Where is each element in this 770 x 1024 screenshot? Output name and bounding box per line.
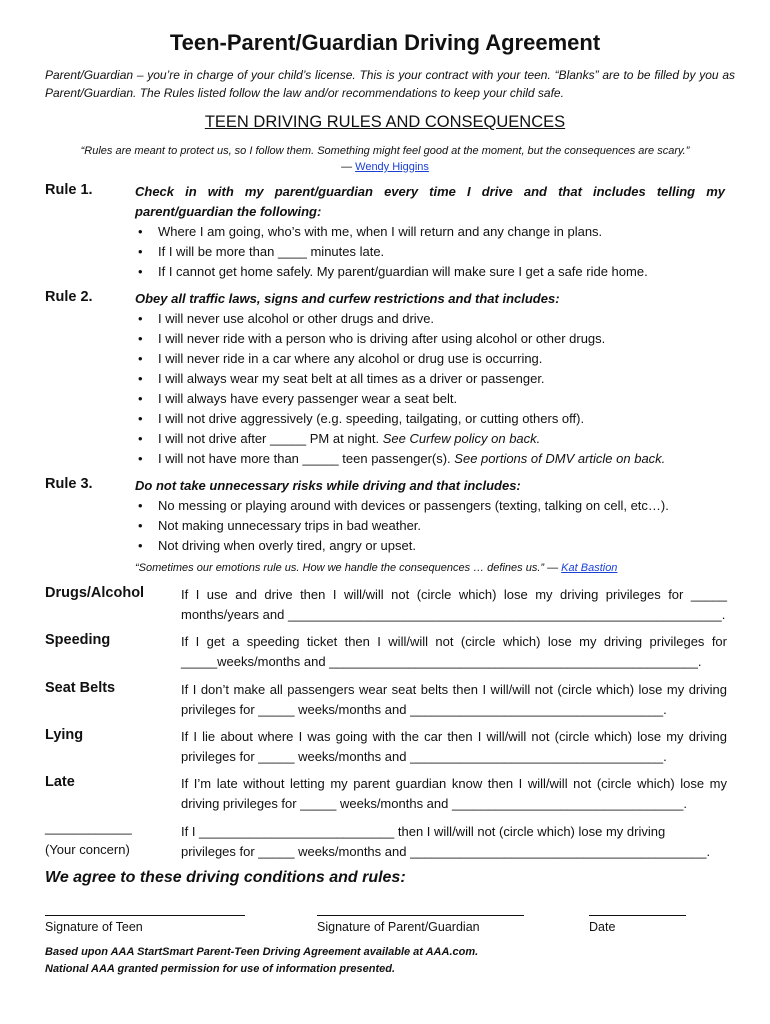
page-title: Teen-Parent/Guardian Driving Agreement (169, 30, 601, 55)
consequence-text: If I get a speeding ticket then I will/will not (circle which) lose my driving privileges for _____weeks/months and ___________________________________________________. (181, 634, 727, 669)
list-item: • If I will be more than ____ minutes late. (135, 242, 725, 262)
list-item: • I will never ride with a person who is driving after using alcohol or other drugs. (135, 329, 725, 349)
quote-higgins (60, 143, 710, 175)
rule-label: Rule 3. (45, 476, 93, 492)
rule-body (135, 476, 725, 556)
quote-text: “Rules are meant to protect us, so I follow them. Something might feel good at the moment, but the consequences are scary.” (80, 145, 690, 157)
list-item: • I will always wear my seat belt at all times as a driver or passenger. (135, 369, 725, 389)
author-link-wendy-higgins[interactable]: Wendy Higgins (355, 161, 429, 173)
consequence-text: If I ___________________________ then I will/will not (circle which) lose my driving privileges for _____ weeks/months and _________________________________________. (181, 824, 711, 859)
intro-paragraph: Parent/Guardian – you’re in charge of your child’s license. This is your contract with your teen. “Blanks” are to be filled by you as Parent/Guardian. The Rules listed follow the law and/or recommendations to keep your child safe. (45, 68, 735, 100)
consequence-label: Late (45, 774, 75, 790)
list-item: • I will always have every passenger wear a seat belt. (135, 389, 725, 409)
rule-heading: Do not take unnecessary risks while driving and that includes: (135, 478, 521, 493)
list-item: • Not driving when overly tired, angry or upset. (135, 536, 725, 556)
consequence-text: If I lie about where I was going with the car then I will/will not (circle which) lose my driving privileges for _____ weeks/months and ___________________________________. (181, 729, 727, 764)
list-item: • I will not drive after _____ PM at night. See Curfew policy on back. (135, 429, 725, 449)
consequence-text: If I’m late without letting my parent guardian know then I will/will not (circle which) lose my driving privileges for _____ weeks/months and ________________________________. (181, 776, 727, 811)
date-label: Date (589, 920, 616, 934)
consequence-text: If I use and drive then I will/will not (circle which) lose my driving privileges for _____ months/years and ____________________________________________________________. (181, 587, 727, 622)
consequence-label: Seat Belts (45, 680, 116, 696)
quote-text: “Sometimes our emotions rule us. How we handle the consequences … defines us.” (135, 562, 545, 574)
consequence-text: If I don’t make all passengers wear seat belts then I will/will not (circle which) lose my driving privileges for _____ weeks/months and ___________________________________. (181, 682, 727, 717)
rule-body (135, 289, 725, 469)
rule-bullets (135, 496, 725, 556)
list-item: • Where I am going, who’s with me, when I will return and any change in plans. (135, 222, 725, 242)
consequence-label: Drugs/Alcohol (45, 585, 145, 601)
date-line[interactable] (589, 915, 686, 916)
rule-bullets (135, 309, 725, 469)
footer-note: Based upon AAA StartSmart Parent-Teen Driving Agreement available at AAA.com. National AAA granted permission for use of information presented. (45, 946, 479, 975)
section-title: TEEN DRIVING RULES AND CONSEQUENCES (204, 113, 566, 131)
parent-signature-line[interactable] (317, 915, 524, 916)
list-item: • I will not drive aggressively (e.g. speeding, tailgating, or cutting others off). (135, 409, 725, 429)
agreement-heading: We agree to these driving conditions and rules: (45, 869, 406, 886)
list-item: • If I cannot get home safely. My parent/guardian will make sure I get a safe ride home. (135, 262, 725, 282)
concern-blank[interactable]: ____________ (45, 820, 132, 835)
quote-bastion: “Sometimes our emotions rule us. How we handle the consequences … defines us.” — Kat Bastion (135, 562, 618, 574)
concern-label: (Your concern) (45, 842, 130, 857)
list-item: • I will never use alcohol or other drugs and drive. (135, 309, 725, 329)
consequence-label: Speeding (45, 632, 111, 648)
author-link-kat-bastion[interactable]: Kat Bastion (561, 562, 618, 574)
rule-label: Rule 1. (45, 182, 93, 198)
rule-body (135, 182, 725, 282)
rule-bullets (135, 222, 725, 282)
quote-attribution: — Wendy Higgins (341, 161, 429, 173)
consequence-label: Lying (45, 727, 84, 743)
list-item: • Not making unnecessary trips in bad weather. (135, 516, 725, 536)
list-item: • I will not have more than _____ teen passenger(s). See portions of DMV article on back. (135, 449, 725, 469)
list-item: • No messing or playing around with devices or passengers (texting, talking on cell, etc…). (135, 496, 725, 516)
list-item: • I will never ride in a car where any alcohol or drug use is occurring. (135, 349, 725, 369)
rule-heading: Check in with my parent/guardian every time I drive and that includes telling my parent/guardian the following: (135, 184, 725, 219)
parent-signature-label: Signature of Parent/Guardian (317, 920, 480, 934)
teen-signature-line[interactable] (45, 915, 245, 916)
rule-heading: Obey all traffic laws, signs and curfew restrictions and that includes: (135, 291, 560, 306)
teen-signature-label: Signature of Teen (45, 920, 143, 934)
rule-label: Rule 2. (45, 289, 93, 305)
